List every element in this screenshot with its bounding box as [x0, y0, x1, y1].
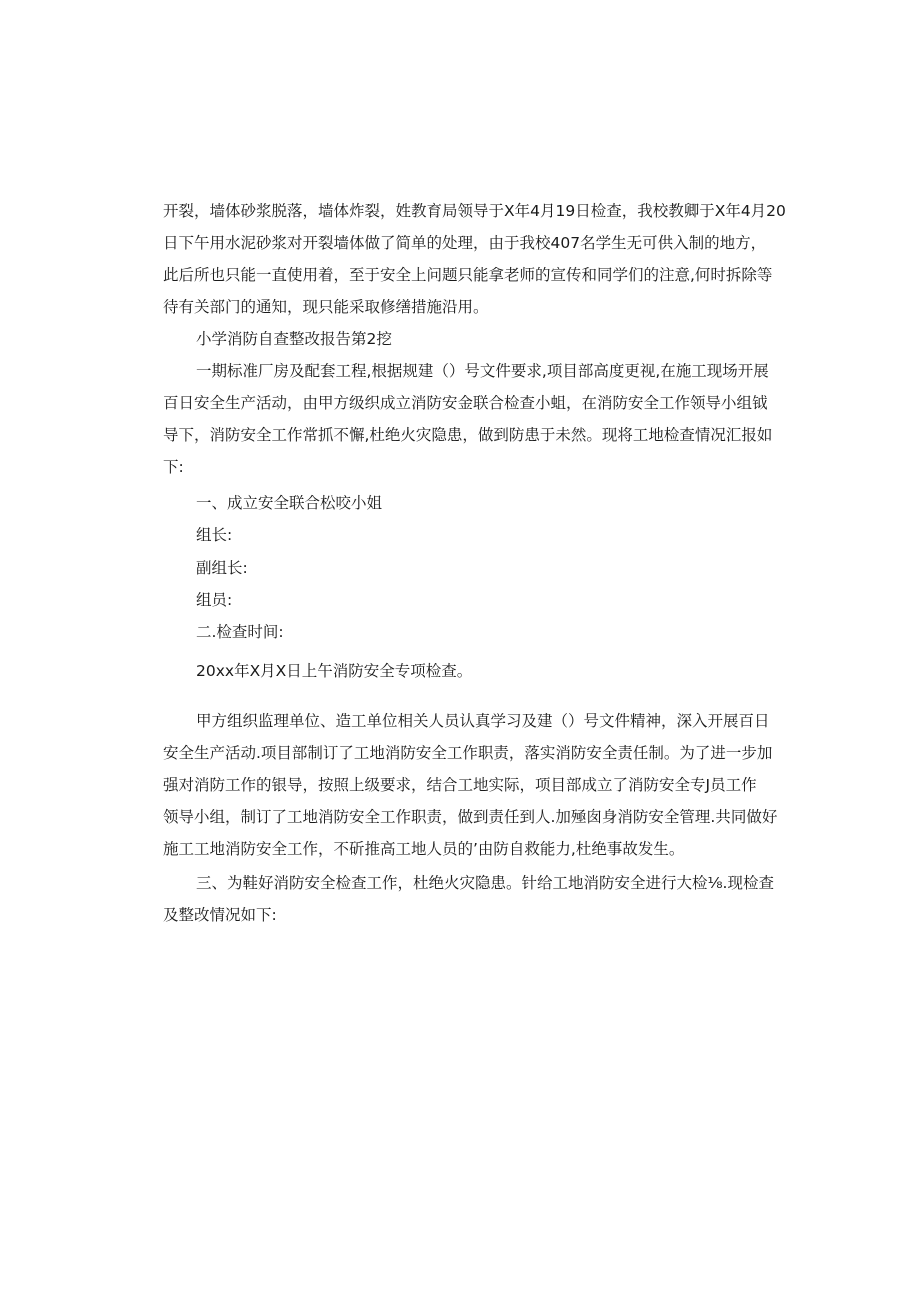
paragraph-line: 强对消防工作的银导，按照上级要求，结合工地实际，项目部成立了消防安全专J员工作 — [163, 776, 757, 794]
paragraph-line: 及整改情况如下: — [163, 906, 277, 924]
paragraph-line: 领导小组，制订了工地消防安全工作职责，做到责任到人.加殛囱身消防安全管理.共同做好 — [163, 808, 778, 826]
paragraph-line: 下: — [163, 458, 184, 476]
paragraph-line: 此后所也只能一直使用着，至于安全上问题只能拿老师的宣传和同学们的注意,何时拆除等 — [163, 266, 773, 284]
paragraph-line: 甲方组织监理单位、造工单位相关人员认真学习及建（）号文件精神，深入开展百日 — [196, 712, 770, 730]
paragraph-line: 三、为鞋好消防安全检查工作，杜绝火灾隐患。针给工地消防安全进行大检⅛.现检查 — [196, 874, 774, 892]
section-heading: 一、成立安全联合松咬小姐 — [196, 494, 383, 512]
member-label: 组员: — [196, 591, 233, 609]
paragraph-line: 百日安全生产活动，由甲方级织成立消防安金联合检查小蛆，在消防安全工作领导小组钺 — [163, 394, 768, 412]
paragraph-line: 日下午用水泥砂浆对开裂墙体做了简单的处理，由于我校407名学生无可供入制的地方， — [163, 234, 767, 252]
deputy-label: 副组长: — [196, 559, 248, 577]
paragraph-line: 施工工地消防安全工作，不斫推高工地人员的’由防自救能力,杜绝事故发生。 — [163, 840, 685, 858]
report-title: 小学消防自查整改报告第2挖 — [196, 330, 392, 348]
paragraph-line: 一期标准厂房及配套工程,根据规建（）号文件要求,项目部高度更视,在施工现场开展 — [196, 362, 769, 380]
leader-label: 组长: — [196, 526, 233, 544]
paragraph-line: 安全生产活动.项目部制订了工地消防安全工作职责，落实消防安全责任制。为了进一步加 — [163, 744, 773, 762]
check-time: 20xx年X月X日上午消防安全专项检查。 — [196, 662, 473, 680]
paragraph-line: 导下，消防安全工作常抓不懈,杜绝火灾隐患，做到防患于未然。现将工地检查情况汇报如 — [163, 426, 773, 444]
paragraph-line: 开裂，墙体砂浆脱落，墙体炸裂，姓教育局领导于X年4月19日检查，我校教卿于X年4月20 — [163, 202, 786, 220]
section-heading: 二.检查时间: — [196, 623, 284, 641]
paragraph-line: 待有关部门的通知，现只能采取修缮措施沿用。 — [163, 298, 489, 316]
